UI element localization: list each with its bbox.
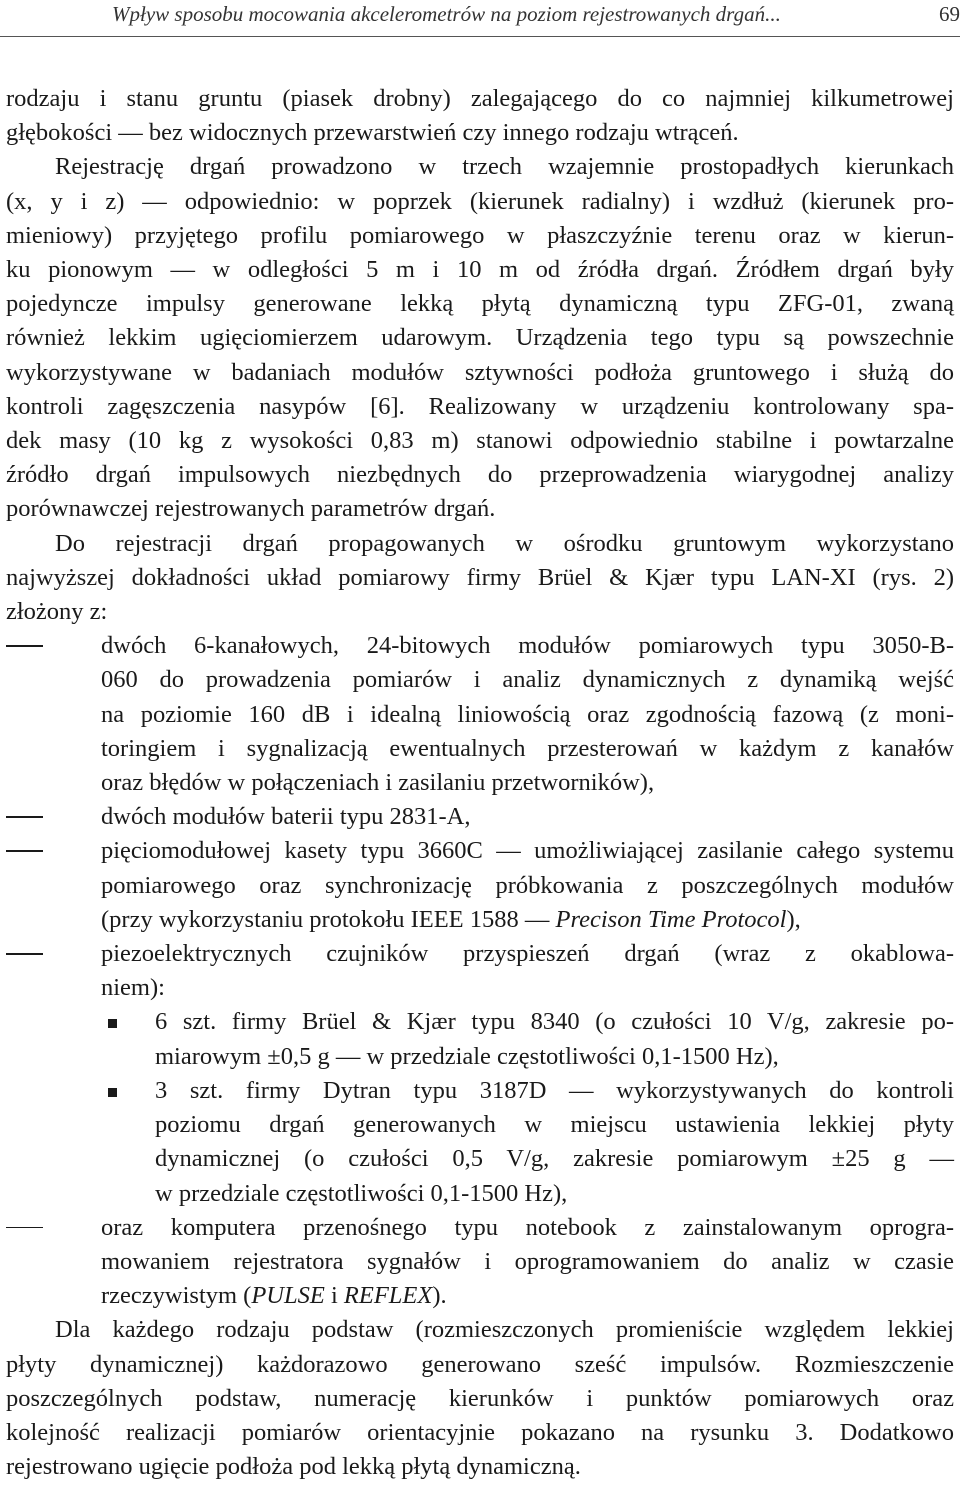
text-line: pojedyncze impulsy generowane lekką płytą dynamiczną typu ZFG-01, zwaną (6, 290, 954, 318)
list-item-continuation: pomiarowego oraz synchronizację próbkowania z poszczególnych modułów (101, 871, 954, 899)
italic-term: PULSE (251, 1282, 325, 1310)
dash-bullet (6, 1227, 43, 1229)
text-run: (przy wykorzystaniu protokołu IEEE 1588 — (101, 905, 556, 933)
list-item (6, 937, 954, 971)
square-bullet-icon (108, 1019, 117, 1028)
text-line: kontroli zagęszczenia nasypów [6]. Realizowany w urządzeniu kontrolowany spa- (6, 392, 954, 420)
list-item (6, 629, 954, 663)
sub-list-item-continuation: miarowym ±0,5 g — w przedziale częstotliwości 0,1-1500 Hz), (155, 1042, 779, 1070)
text-line: głębokości — bez widocznych przewarstwień czy innego rodzaju wtrąceń. (6, 119, 739, 147)
text-line: Rejestrację drgań prowadzono w trzech wzajemnie prostopadłych kierunkach (55, 153, 954, 181)
italic-term: REFLEX (343, 1282, 433, 1310)
text-line: kolejność realizacji pomiarów orientacyjnie pokazano na rysunku 3. Dodatkowo (6, 1418, 954, 1446)
list-item-text: dwóch modułów baterii typu 2831-A, (101, 803, 471, 831)
text-line: najwyższej dokładności układ pomiarowy firmy Brüel & Kjær typu LAN-XI (rys. 2) (6, 563, 954, 591)
list-item-continuation (6, 903, 954, 937)
square-bullet-icon (108, 1088, 117, 1097)
text-line: źródło drgań impulsowych niezbędnych do przeprowadzenia wiarygodnej analizy (6, 461, 954, 489)
text-line: Do rejestracji drgań propagowanych w ośrodku gruntowym wykorzystano (55, 529, 954, 557)
text-line: (x, y i z) — odpowiednio: w poprzek (kierunek radialny) i wzdłuż (kierunek pro- (6, 187, 954, 215)
list-item-text: dwóch 6-kanałowych, 24-bitowych modułów pomiarowych typu 3050-B- (101, 632, 954, 660)
text-line: rejestrowano ugięcie podłoża pod lekką płytą dynamiczną. (6, 1453, 581, 1481)
sub-list-item-continuation: w przedziale częstotliwości 0,1-1500 Hz), (155, 1179, 568, 1207)
text-run: i (324, 1282, 344, 1310)
page-number: 69 (939, 2, 960, 26)
sub-list-item-text: 3 szt. firmy Dytran typu 3187D — wykorzystywanych do kontroli (155, 1076, 954, 1104)
list-item-continuation: 060 do prowadzenia pomiarów i analiz dynamicznych z dynamiką wejść (101, 666, 954, 694)
sub-list-item (6, 1074, 954, 1108)
text-line: rodzaju i stanu gruntu (piasek drobny) zalegającego do co najmniej kilkumetrowej (6, 85, 954, 112)
sub-list-item (6, 1005, 954, 1039)
list-item (6, 834, 954, 868)
text-line: również lekkim ugięciomierzem udarowym. Urządzenia tego typu są powszechnie (6, 324, 954, 352)
list-item (6, 1211, 954, 1245)
dash-bullet (6, 816, 43, 818)
text-run: rzeczywistym ( (101, 1282, 252, 1310)
dash-bullet (6, 850, 43, 852)
list-item-continuation: niem): (101, 974, 165, 1002)
list-item-continuation: mowaniem rejestratora sygnałów i oprogramowaniem do analiz w czasie (101, 1247, 954, 1275)
list-item (6, 800, 954, 834)
dash-bullet (6, 953, 43, 955)
running-header (0, 0, 960, 37)
italic-term: Precison Time Protocol (555, 905, 787, 933)
sub-list-item-continuation: dynamicznej (o czułości 0,5 V/g, zakresie pomiarowym ±25 g — (155, 1145, 954, 1173)
text-line: porównawczej rejestrowanych parametrów drgań. (6, 495, 496, 523)
text-line: dek masy (10 kg z wysokości 0,83 m) stanowi odpowiednio stabilne i powtarzalne (6, 427, 954, 455)
text-run: ), (786, 905, 801, 933)
body-text (6, 82, 954, 1484)
sub-list-item-continuation: poziomu drgań generowanych w miejscu ustawienia lekkiej płyty (155, 1111, 954, 1139)
list-item-text: piezoelektrycznych czujników przyspieszeń drgań (wraz z okablowa- (101, 940, 954, 968)
list-item-continuation: na poziomie 160 dB i idealną liniowością oraz zgodnością fazową (z moni- (101, 700, 954, 728)
text-line: wykorzystywane w badaniach modułów sztywności podłoża gruntowego i służą do (6, 358, 954, 386)
text-run: ). (432, 1282, 447, 1310)
sub-list-item-text: 6 szt. firmy Brüel & Kjær typu 8340 (o czułości 10 V/g, zakresie po- (155, 1008, 954, 1036)
text-line: płyty dynamicznej) każdorazowo generowano sześć impulsów. Rozmieszczenie (6, 1350, 954, 1378)
list-item-text: oraz komputera przenośnego typu notebook z zainstalowanym oprogra- (101, 1213, 954, 1241)
text-line: poszczególnych podstaw, numerację kierunków i punktów pomiarowych oraz (6, 1384, 954, 1412)
running-title: Wpływ sposobu mocowania akcelerometrów na poziom rejestrowanych drgań... (112, 2, 781, 26)
text-line: złożony z: (6, 598, 108, 626)
list-item-continuation: oraz błędów w połączeniach i zasilaniu przetworników), (101, 769, 655, 797)
list-item-text: pięciomodułowej kasety typu 3660C — umożliwiającej zasilanie całego systemu (101, 837, 954, 865)
list-item-continuation: toringiem i sygnalizacją ewentualnych przesterowań w każdym z kanałów (101, 734, 954, 762)
dash-bullet (6, 645, 43, 647)
text-line: mieniowy) przyjętego profilu pomiarowego w płaszczyźnie terenu oraz w kierun- (6, 221, 954, 249)
text-line: Dla każdego rodzaju podstaw (rozmieszczonych promieniście względem lekkiej (55, 1316, 954, 1344)
text-line: ku pionowym — w odległości 5 m i 10 m od źródła drgań. Źródłem drgań były (6, 256, 954, 284)
list-item-continuation (6, 1279, 954, 1313)
